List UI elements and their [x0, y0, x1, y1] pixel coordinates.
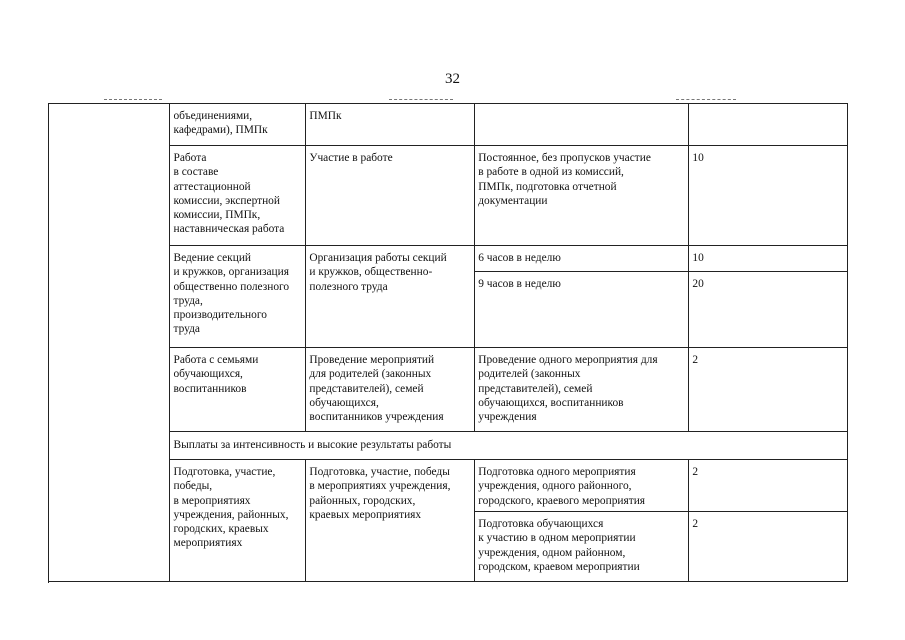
points-cell: 2 [689, 348, 848, 432]
condition-cell: Подготовка обучающихся к участию в одном мероприятии учреждения, одном районном, городском, краевом мероприятии [475, 512, 689, 582]
condition-cell: Подготовка одного мероприятия учреждения, одного районного, городского, краевого мероприятия [475, 460, 689, 512]
section-title: Выплаты за интенсивность и высокие результаты работы [170, 432, 848, 460]
activity-cell: Проведение мероприятий для родителей (законных представителей), семей обучающихся, воспитанников учреждения [306, 348, 475, 432]
activity-cell: ПМПк [306, 104, 475, 146]
criterion-cell: Работа в составе аттестационной комиссии, экспертной комиссии, ПМПк, наставническая работа [170, 146, 306, 246]
scan-artifact-line [676, 99, 736, 100]
points-cell: 10 [689, 146, 848, 246]
points-cell: 2 [689, 460, 848, 512]
activity-cell: Участие в работе [306, 146, 475, 246]
empty-left-column-cell [49, 104, 170, 582]
page-number: 32 [445, 71, 460, 87]
points-cell: 10 [689, 246, 848, 272]
activity-cell: Организация работы секций и кружков, общественно- полезного труда [306, 246, 475, 348]
table-row [49, 104, 848, 146]
criterion-cell: объединениями, кафедрами), ПМПк [170, 104, 306, 146]
condition-cell: Постоянное, без пропусков участие в работе в одной из комиссий, ПМПк, подготовка отчетной документации [475, 146, 689, 246]
criterion-cell: Подготовка, участие, победы, в мероприятиях учреждения, районных, городских, краевых мероприятиях [170, 460, 306, 582]
scan-artifact-line [104, 99, 162, 100]
activity-cell: Подготовка, участие, победы в мероприятиях учреждения, районных, городских, краевых мероприятиях [306, 460, 475, 582]
condition-cell: 6 часов в неделю [475, 246, 689, 272]
criterion-cell: Работа с семьями обучающихся, воспитанников [170, 348, 306, 432]
scan-artifact-line [389, 99, 453, 100]
condition-cell: 9 часов в неделю [475, 272, 689, 348]
points-cell: 20 [689, 272, 848, 348]
condition-cell: Проведение одного мероприятия для родителей (законных представителей), семей обучающихся, воспитанников учреждения [475, 348, 689, 432]
points-cell [689, 104, 848, 146]
condition-cell [475, 104, 689, 146]
criteria-table [48, 103, 848, 582]
criterion-cell: Ведение секций и кружков, организация общественно полезного труда, производительного труда [170, 246, 306, 348]
points-cell: 2 [689, 512, 848, 582]
